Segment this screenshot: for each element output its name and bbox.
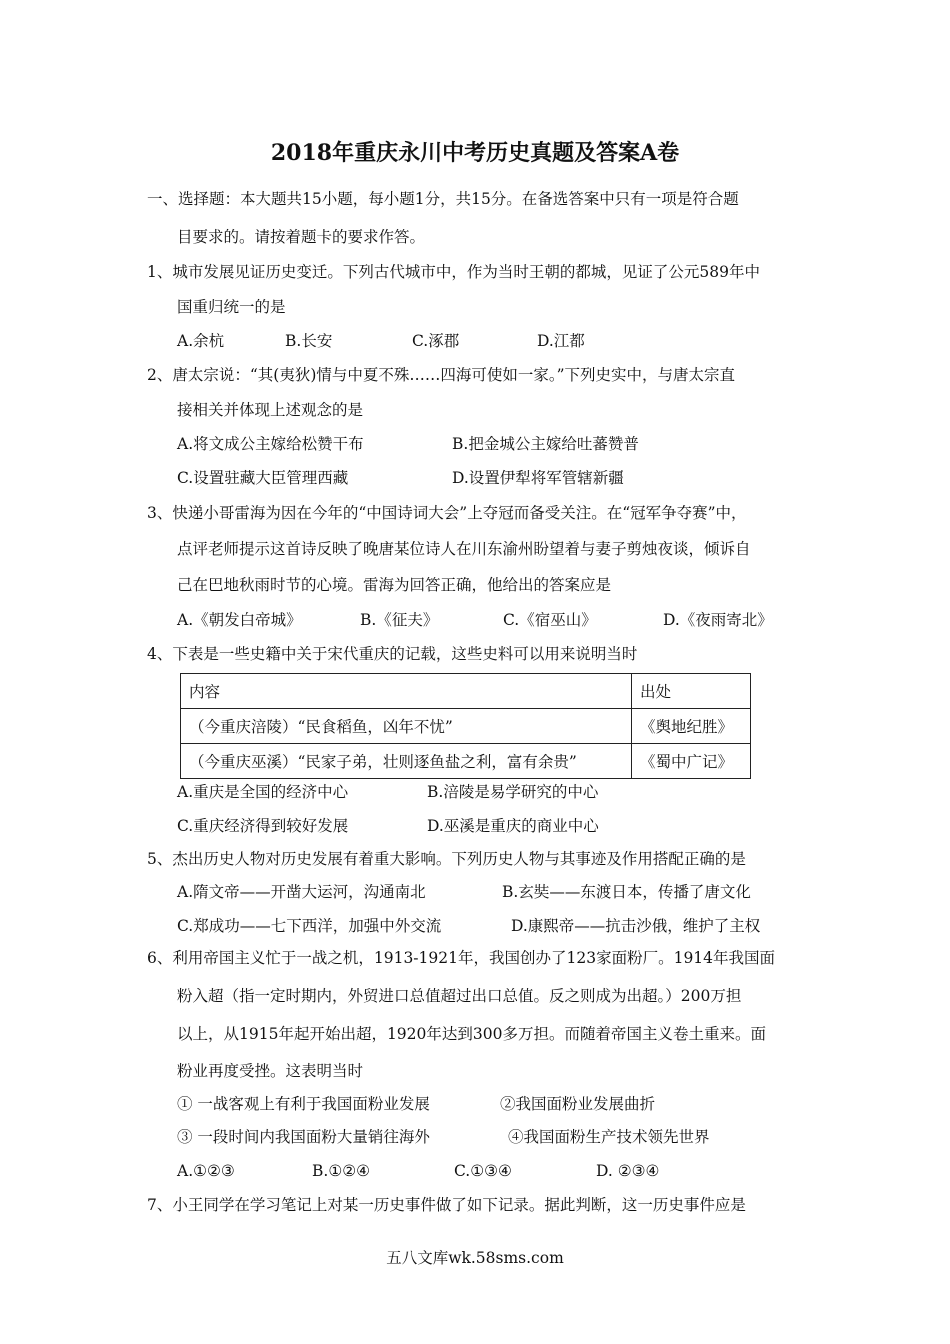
q5-option-b: B.玄奘——东渡日本，传播了唐文化 (502, 883, 751, 901)
q1-option-d: D.江都 (537, 332, 585, 350)
table-cell-source: 《舆地纪胜》 (632, 709, 751, 744)
table-header-row (181, 674, 751, 709)
q3-option-a: A.《朝发白帝城》 (177, 611, 302, 629)
q6-option-d: D. ②③④ (596, 1162, 660, 1180)
q2-option-c: C.设置驻藏大臣管理西藏 (177, 469, 349, 487)
table-cell-content: （今重庆涪陵）“民食稻鱼，凶年不忧” (181, 709, 632, 744)
table-cell-source: 《蜀中广记》 (632, 744, 751, 779)
q6-statement-1: ① 一战客观上有利于我国面粉业发展 (177, 1095, 430, 1113)
table-row (181, 744, 751, 779)
q4-option-b: B.涪陵是易学研究的中心 (427, 783, 599, 801)
q1-option-a: A.余杭 (177, 332, 225, 350)
q4-stem-line-1: 4、下表是一些史籍中关于宋代重庆的记载，这些史料可以用来说明当时 (147, 645, 638, 663)
q3-stem-line-2: 点评老师提示这首诗反映了晚唐某位诗人在川东渝州盼望着与妻子剪烛夜谈，倾诉自 (177, 540, 751, 558)
table-header-source: 出处 (632, 674, 751, 709)
table-header-content: 内容 (181, 674, 632, 709)
section-instruction-line-1: 一、选择题：本大题共15小题，每小题1分，共15分。在备选答案中只有一项是符合题 (147, 190, 739, 208)
q5-stem-line-1: 5、杰出历史人物对历史发展有着重大影响。下列历史人物与其事迹及作用搭配正确的是 (147, 850, 746, 868)
q1-stem-line-2: 国重归统一的是 (177, 298, 286, 316)
q6-stem-line-3: 以上，从1915年起开始出超，1920年达到300多万担。而随着帝国主义卷土重来。面 (177, 1025, 766, 1043)
q3-option-d: D.《夜雨寄北》 (663, 611, 773, 629)
page-title: 2018年重庆永川中考历史真题及答案A卷 (270, 140, 680, 166)
q2-stem-line-2: 接相关并体现上述观念的是 (177, 401, 364, 419)
q5-option-d: D.康熙帝——抗击沙俄，维护了主权 (511, 917, 761, 935)
q6-statement-2: ②我国面粉业发展曲折 (500, 1095, 656, 1113)
q3-option-b: B.《征夫》 (360, 611, 439, 629)
q3-stem-line-3: 己在巴地秋雨时节的心境。雷海为回答正确，他给出的答案应是 (177, 576, 612, 594)
q2-stem-line-1: 2、唐太宗说：“其(夷狄)情与中夏不殊……四海可使如一家。”下列史实中，与唐太宗直 (147, 366, 736, 384)
section-instruction-line-2: 目要求的。请按着题卡的要求作答。 (177, 228, 426, 246)
q4-option-c: C.重庆经济得到较好发展 (177, 817, 349, 835)
q5-option-c: C.郑成功——七下西洋，加强中外交流 (177, 917, 442, 935)
q3-stem-line-1: 3、快递小哥雷海为因在今年的“中国诗词大会”上夺冠而备受关注。在“冠军争夺赛”中， (147, 504, 747, 522)
q4-option-d: D.巫溪是重庆的商业中心 (427, 817, 599, 835)
q6-stem-line-4: 粉业再度受挫。这表明当时 (177, 1062, 364, 1080)
q6-statement-3: ③ 一段时间内我国面粉大量销往海外 (177, 1128, 430, 1146)
q1-option-b: B.长安 (285, 332, 333, 350)
q6-option-a: A.①②③ (177, 1162, 235, 1180)
q6-option-b: B.①②④ (312, 1162, 371, 1180)
q6-statement-4: ④我国面粉生产技术领先世界 (508, 1128, 710, 1146)
q4-option-a: A.重庆是全国的经济中心 (177, 783, 349, 801)
q2-option-d: D.设置伊犁将军管辖新疆 (452, 469, 624, 487)
table-cell-content: （今重庆巫溪）“民家子弟，壮则逐鱼盐之利，富有余贵” (181, 744, 632, 779)
q7-stem-line-1: 7、小王同学在学习笔记上对某一历史事件做了如下记录。据此判断，这一历史事件应是 (147, 1196, 746, 1214)
q1-stem-line-1: 1、城市发展见证历史变迁。下列古代城市中，作为当时王朝的都城，见证了公元589年中 (147, 263, 760, 281)
q5-option-a: A.隋文帝——开凿大运河，沟通南北 (177, 883, 426, 901)
q4-source-table (180, 673, 751, 779)
q3-option-c: C.《宿巫山》 (503, 611, 597, 629)
q1-option-c: C.涿郡 (412, 332, 460, 350)
q6-option-c: C.①③④ (454, 1162, 512, 1180)
q2-option-b: B.把金城公主嫁给吐蕃赞普 (452, 435, 639, 453)
page-footer: 五八文库wk.58sms.com (386, 1249, 564, 1267)
q6-stem-line-1: 6、利用帝国主义忙于一战之机，1913-1921年，我国创办了123家面粉厂。1914年我国面 (147, 949, 776, 967)
table-row (181, 709, 751, 744)
q6-stem-line-2: 粉入超（指一定时期内，外贸进口总值超过出口总值。反之则成为出超。）200万担 (177, 987, 742, 1005)
q2-option-a: A.将文成公主嫁给松赞干布 (177, 435, 364, 453)
